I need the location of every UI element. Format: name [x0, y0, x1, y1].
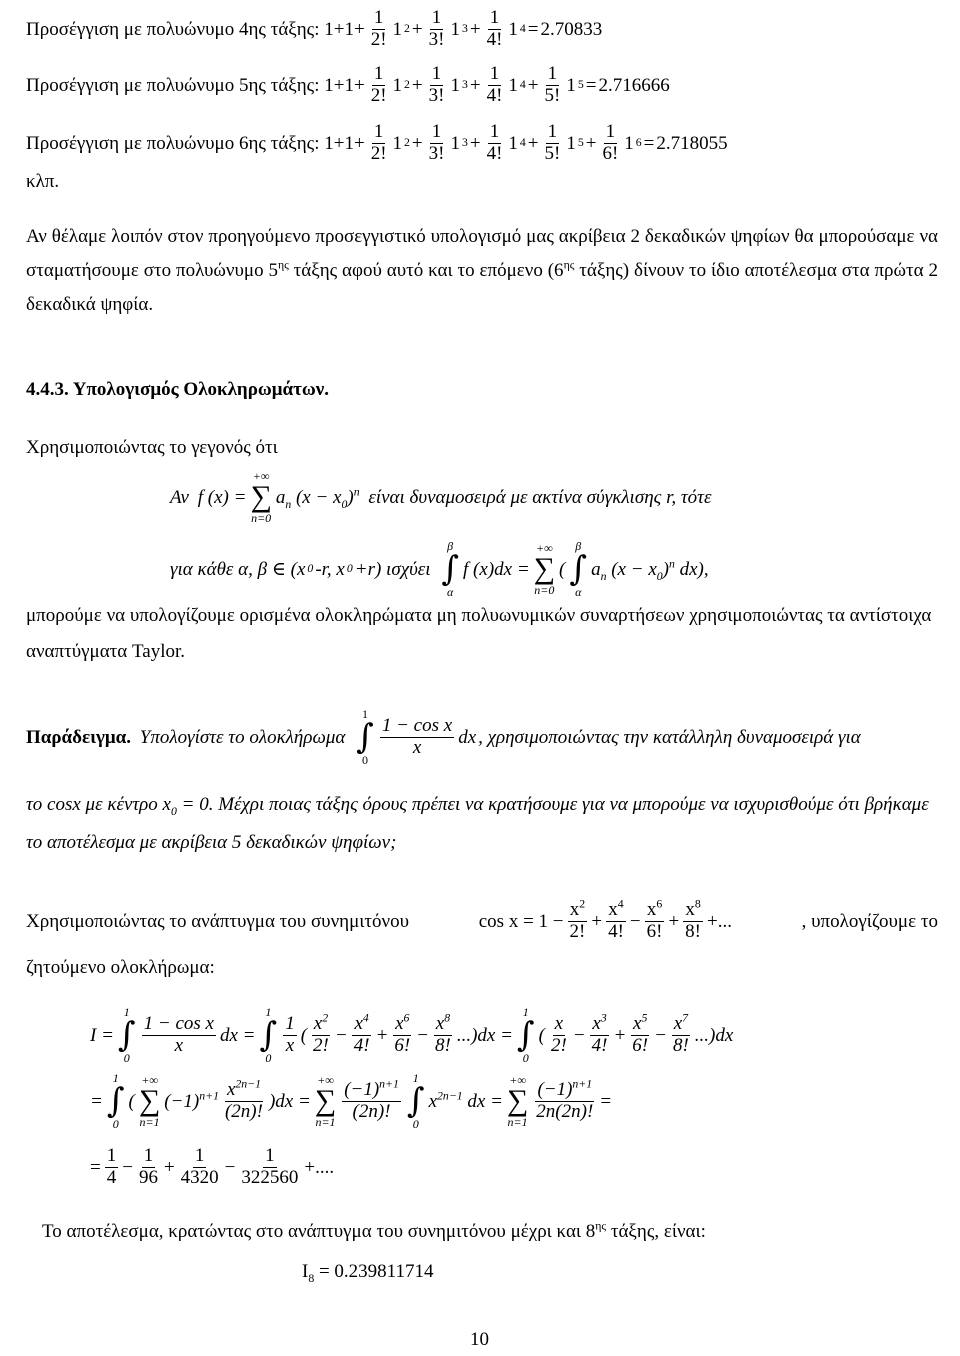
example-question: το cosx με κέντρο $x_0 = 0$. Μέχρι ποιας τάξης όρους πρέπει να κρατήσουμε για να μπορούμε να ισχυρισθούμε ότι βρήκαμε το αποτέλεσμα με ακρίβεια 5 δεκαδικών ψηφίων;	[26, 794, 929, 853]
for-text: για κάθε α, β ∈ (x	[170, 558, 306, 580]
for-text: +r) ισχύει	[354, 558, 431, 580]
integral-line-3: = $\frac{1}{4}$ − $\frac{1}{96}$ + $\frac{1}{4320}$ − $\frac{1}{322560}$ +....	[90, 1145, 335, 1188]
approx-label: Προσέγγιση με πολυώνυμο 5ης τάξης:	[26, 74, 320, 96]
approx-formula: 1+1+ $\frac{1}{2!}$ 1 2 + $\frac{1}{3!}$ 1 3 + $\frac{1}{4!}$ 1 4 = 2.70833	[324, 7, 603, 50]
superscript: ης	[595, 1219, 607, 1233]
paragraph-text: Αν θέλαμε λοιπόν στον προηγούμενο προσεγγιστικό υπολογισμό μας ακρίβεια 2 δεκαδικών ψηφίων θα μπορούσαμε να σταματήσουμε στο πολυώνυμο 5	[26, 226, 938, 281]
result-text	[42, 1219, 706, 1242]
if-word: Αν	[170, 486, 189, 508]
example-text: το cosx με κέντρο x	[26, 794, 171, 815]
integral-line-1: I = 1 ∫ 0 $\frac{\text{1 − cos x}}{x}$ dx = 1 ∫ 0 $\frac{1}{x}$ ( $\frac{x^2}{2!}$ − $\frac{x^4}{4!}$ + $\frac{x^6}{6!}$ − $\frac{x^8}{8!}$ ...)dx = 1 ∫ 0 ( $\frac{x}{2!}$ − $\frac{x^3}{4!}$ + $\frac{x^5}{6!}$ − $\frac{x^7}{8!}$ ...)dx	[90, 1005, 734, 1065]
example-text: Υπολογίστε το ολοκλήρωμα	[139, 726, 346, 748]
approx-line-5	[26, 64, 670, 107]
series-definition: Αν f (x) = +∞ ∑ n=0 $a_n$ $(x - x_0)^n$ είναι δυναμοσειρά με ακτίνα σύγκλισης r, τότε	[170, 469, 712, 525]
solution-text2: ζητούμενο ολοκλήρωμα:	[26, 957, 215, 978]
paragraph-accuracy	[26, 220, 938, 322]
result-symbol: I	[302, 1261, 309, 1282]
example-text: = 0. Μέχρι ποιας τάξης όρους πρέπει να κρατήσουμε για να μπορούμε να ισχυρισθούμε ότι βρήκαμε το αποτέλεσμα με ακρίβεια 5 δεκαδικών ψηφίων;	[26, 794, 929, 853]
denominator: 322560	[241, 1166, 299, 1188]
superscript: ης	[277, 258, 289, 272]
approx-formula: 1+1+ $\frac{1}{2!}$ 1 2 + $\frac{1}{3!}$ 1 3 + $\frac{1}{4!}$ 1 4 + $\frac{1}{5!}$ 1 5 = 2.716666	[324, 63, 670, 106]
approx-value: 2.70833	[540, 18, 603, 40]
result-number: = 0.239811714	[314, 1261, 434, 1282]
denominator: 96	[138, 1166, 158, 1188]
etc-text: κλπ.	[26, 171, 60, 192]
denominator: 4320	[180, 1166, 219, 1188]
approx-value: 2.718055	[656, 132, 728, 154]
example-label: Παράδειγμα.	[26, 726, 132, 748]
result-sentence: τάξης, είναι:	[606, 1221, 706, 1242]
result-value	[302, 1261, 434, 1285]
paragraph-text: τάξης) δίνουν το ίδιο αποτέλεσμα στα πρώτα 2 δεκαδικά ψηφία.	[26, 260, 938, 315]
example-statement: Παράδειγμα. Υπολογίστε το ολοκλήρωμα 1 ∫ 0 $\frac{\text{1 − cos x}}{x}$ dx , χρησιμοποιώντας την κατάλληλη δυναμοσειρά για	[26, 707, 861, 767]
integral-line-2: = 1 ∫ 0 ( +∞ ∑ n=1 $(-1)^{n+1}$ $\frac{x^{2n-1}}{(2n)!}$ )dx = +∞ ∑ n=1 $\frac{(-1)^{n+1}}{(2n)!}$ 1 ∫ 0 $x^{2n-1}$ dx = +∞ ∑ n=1 $\frac{(-1)^{n+1}}{2n(2n)!}$ =	[90, 1071, 613, 1131]
integral-identity: για κάθε α, β ∈ (x 0 -r, x 0 +r) ισχύει β ∫ α f (x)dx = +∞ ∑ n=0 ( β ∫ α $a_n$ $(x - x_0)^n$ dx),	[170, 539, 709, 599]
for-text: -r, x	[315, 558, 345, 580]
approx-formula: 1+1+ $\frac{1}{2!}$ 1 2 + $\frac{1}{3!}$ 1 3 + $\frac{1}{4!}$ 1 4 + $\frac{1}{5!}$ 1 5 + $\frac{1}{6!}$ 1 6 = 2.718055	[324, 121, 728, 164]
superscript: ης	[563, 258, 575, 272]
solution-text: , υπολογίζουμε το	[801, 910, 938, 932]
sum-symbol: +∞ ∑ n=0	[250, 469, 272, 525]
approx-label: Προσέγγιση με πολυώνυμο 6ης τάξης:	[26, 132, 320, 154]
section-heading: 4.4.3. Υπολογισμός Ολοκληρωμάτων.	[26, 379, 330, 400]
approx-line-6	[26, 122, 728, 165]
denominator: 4	[106, 1166, 117, 1188]
taylor-paragraph: μπορούμε να υπολογίζουμε ορισμένα ολοκληρώματα μη πολυωνυμικών συναρτήσεων χρησιμοποιώντας τα αντίστοιχα αναπτύγματα Taylor.	[26, 605, 932, 662]
example-text: , χρησιμοποιώντας την κατάλληλη δυναμοσειρά για	[478, 726, 861, 748]
paragraph-text: τάξης αφού αυτό και το επόμενο (6	[288, 260, 564, 281]
result-sentence: Το αποτέλεσμα, κρατώντας στο ανάπτυγμα του συνημιτόνου μέχρι και 8	[42, 1221, 596, 1242]
approx-value: 2.716666	[598, 74, 670, 96]
series-text: είναι δυναμοσειρά με ακτίνα σύγκλισης r, τότε	[368, 486, 712, 508]
approx-label: Προσέγγιση με πολυώνυμο 4ης τάξης:	[26, 18, 320, 40]
result-subscript: 8	[308, 1271, 315, 1285]
solution-text: Χρησιμοποιώντας το ανάπτυγμα του συνημιτόνου	[26, 910, 410, 932]
section-intro: Χρησιμοποιώντας το γεγονός ότι	[26, 437, 278, 458]
approx-line-4	[26, 8, 602, 51]
solution-line: Χρησιμοποιώντας το ανάπτυγμα του συνημιτόνου cos x = 1 − $\frac{x^2}{2!}$ + $\frac{x^4}{4!}$ − $\frac{x^6}{6!}$ + $\frac{x^8}{8!}$ +... , υπολογίζουμε το	[26, 897, 938, 942]
page-number: 10	[470, 1329, 489, 1350]
